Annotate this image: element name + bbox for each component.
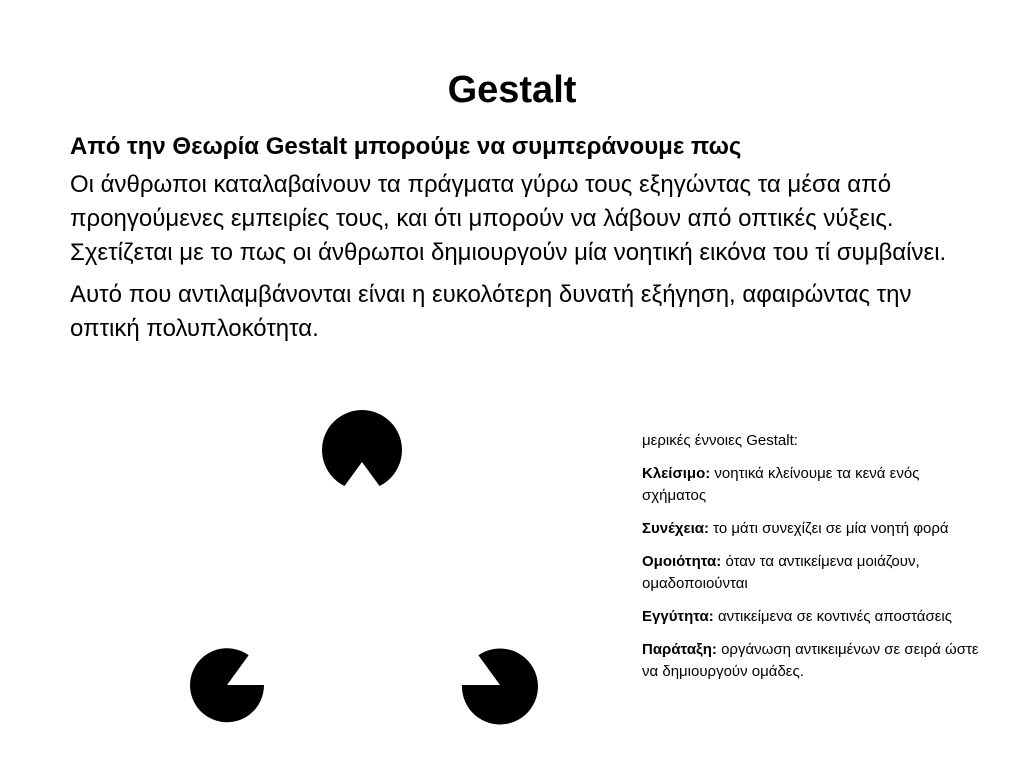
concept-description: όταν τα αντικείμενα μοιάζουν, ομαδοποιούνται: [642, 553, 920, 592]
concept-term: Παράταξη:: [642, 641, 717, 658]
concept-description: το μάτι συνεχίζει σε μία νοητή φορά: [713, 520, 949, 537]
concept-item: [642, 551, 987, 595]
slide-title: Gestalt: [447, 69, 577, 111]
intro-paragraph-1: Οι άνθρωποι καταλαβαίνουν τα πράγματα γύρω τους εξηγώντας τα μέσα από προηγούμενες εμπειρίες τους, και ότι μπορούν να λάβουν από οπτικές νύξεις. Σχετίζεται με το πως οι άνθρωποι δημιουργούν μία νοητική εικόνα του τί συμβαίνει.: [70, 171, 947, 266]
concept-term: Συνέχεια:: [642, 520, 709, 537]
concept-item: [642, 463, 987, 507]
concept-description: οργάνωση αντικειμένων σε σειρά ώστε να δημιουργούν ομάδες.: [642, 641, 979, 680]
pacman-top: [322, 410, 402, 486]
concepts-heading: μερικές έννοιες Gestalt:: [642, 432, 798, 449]
concept-item: [642, 518, 987, 540]
kanizsa-triangle-svg: [170, 405, 570, 745]
concept-description: αντικείμενα σε κοντινές αποστάσεις: [717, 608, 952, 625]
gestalt-concepts-list: [642, 430, 987, 694]
intro-text-block: [70, 130, 950, 354]
intro-lead: Από την Θεωρία Gestalt μπορούμε να συμπεράνουμε πως: [70, 133, 742, 160]
pacman-bottom-left: [190, 648, 264, 722]
concept-item: [642, 639, 987, 683]
kanizsa-triangle-figure: [170, 405, 570, 745]
intro-paragraph-2: Αυτό που αντιλαμβάνονται είναι η ευκολότερη δυνατή εξήγηση, αφαιρώντας την οπτική πολυπλοκότητα.: [70, 281, 912, 342]
concept-term: Κλείσιμο:: [642, 465, 711, 482]
concept-description: νοητικά κλείνουμε τα κενά ενός σχήματος: [642, 465, 920, 504]
pacman-bottom-right: [462, 648, 538, 724]
concept-item: [642, 606, 987, 628]
concept-term: Ομοιότητα:: [642, 553, 722, 570]
concept-term: Εγγύτητα:: [642, 608, 714, 625]
